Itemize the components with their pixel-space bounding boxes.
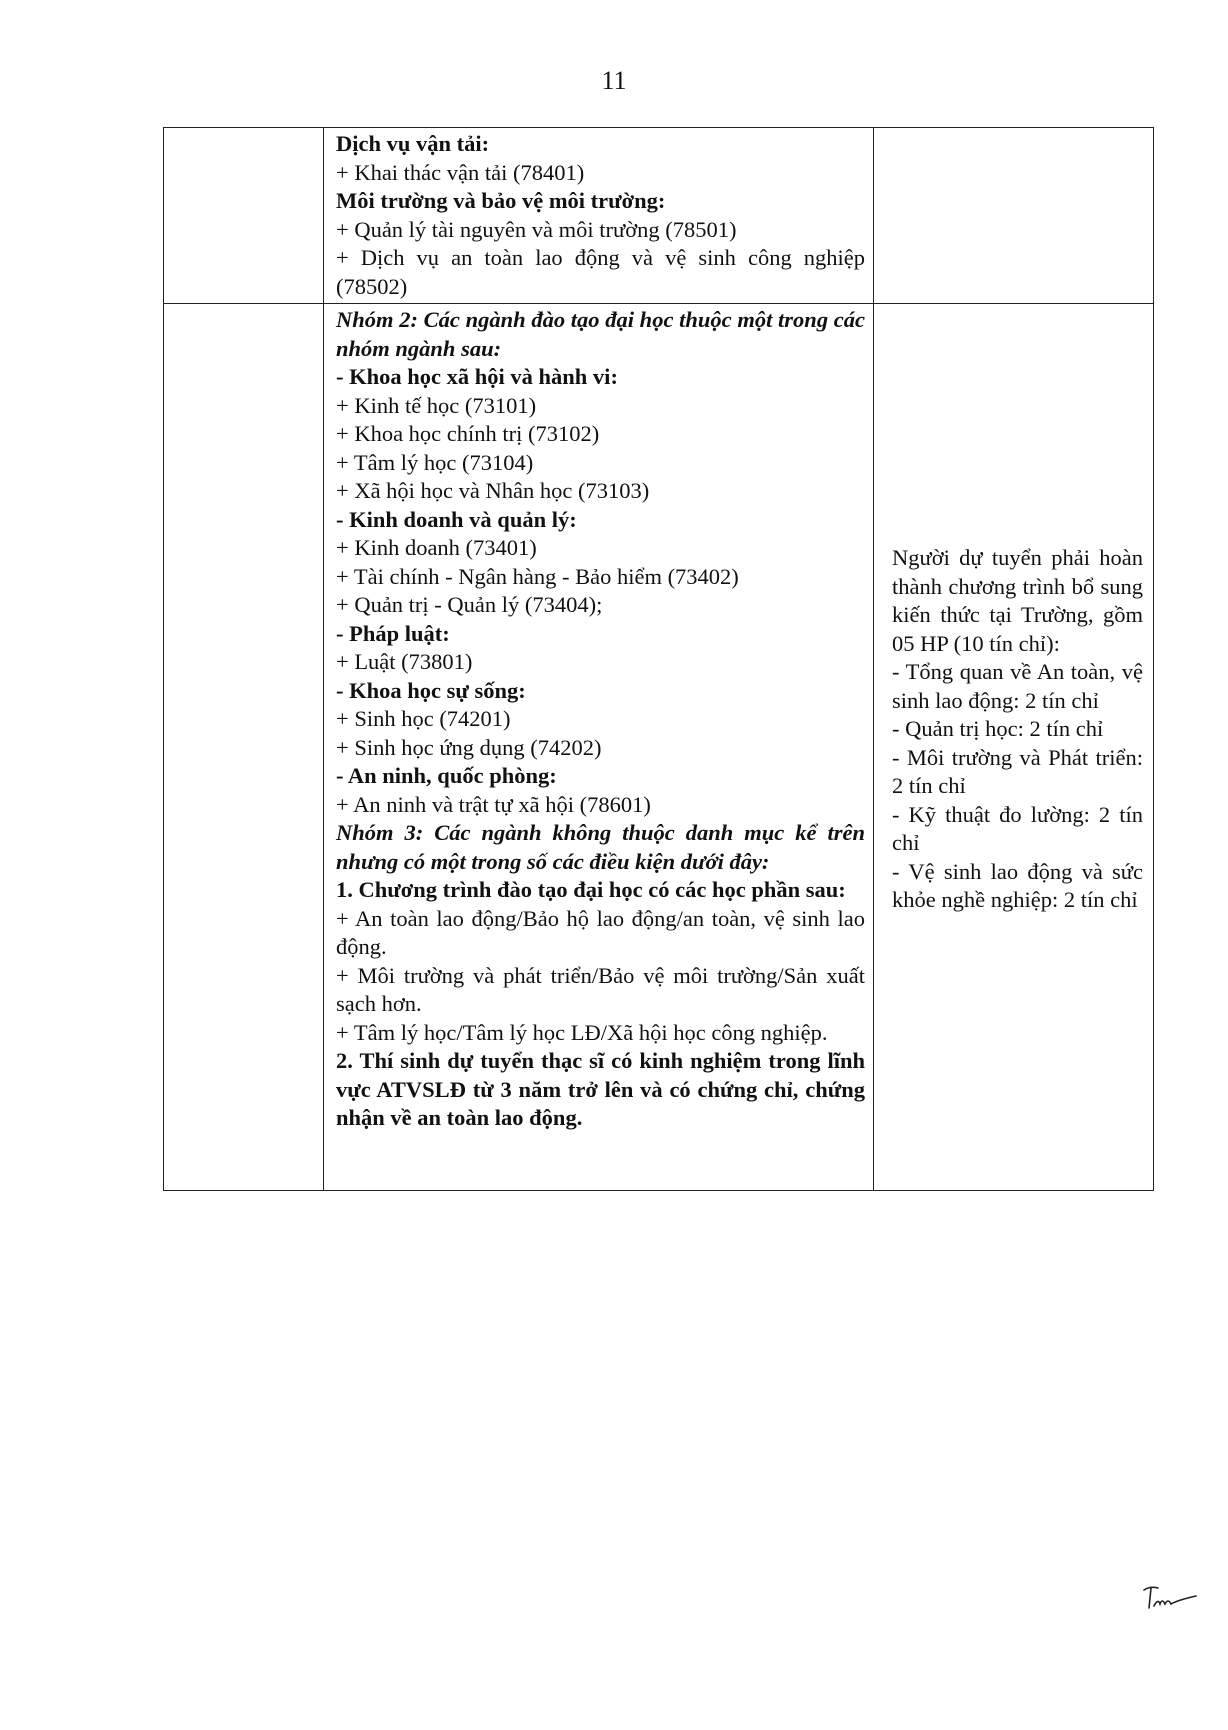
list-item: + Tài chính - Ngân hàng - Bảo hiểm (73402) xyxy=(336,563,739,589)
section-heading: Dịch vụ vận tải: xyxy=(336,131,490,156)
list-item: + Tâm lý học (73104) xyxy=(336,449,534,475)
category-heading: - Kinh doanh và quản lý: xyxy=(336,506,577,532)
list-item: + Khoa học chính trị (73102) xyxy=(336,421,600,446)
list-item: + An ninh và trật tự xã hội (78601) xyxy=(336,791,651,817)
table-cell-majors xyxy=(324,128,874,304)
list-item: + Dịch vụ an toàn lao động và vệ sinh công nghiệp (78502) xyxy=(336,245,865,299)
list-item: + Tâm lý học/Tâm lý học LĐ/Xã hội học công nghiệp. xyxy=(336,1019,828,1045)
list-item: - Vệ sinh lao động và sức khỏe nghề nghiệp: 2 tín chỉ xyxy=(892,858,1143,912)
table-row xyxy=(164,128,1154,304)
list-item: + Quản trị - Quản lý (73404); xyxy=(336,592,603,617)
table-cell-notes xyxy=(874,304,1154,1191)
list-item: + Khai thác vận tải (78401) xyxy=(336,159,585,185)
page-number: 11 xyxy=(601,66,627,95)
list-item: + An toàn lao động/Bảo hộ lao động/an toàn, vệ sinh lao động. xyxy=(336,905,865,959)
list-item: + Sinh học ứng dụng (74202) xyxy=(336,734,602,760)
list-item: + Kinh tế học (73101) xyxy=(336,392,537,418)
table-cell-empty xyxy=(164,128,324,304)
list-item: + Môi trường và phát triển/Bảo vệ môi trường/Sản xuất sạch hơn. xyxy=(336,962,865,1016)
list-item: - Tổng quan về An toàn, vệ sinh lao động: 2 tín chỉ xyxy=(892,659,1143,713)
list-item: + Quản lý tài nguyên và môi trường (78501) xyxy=(336,216,737,242)
list-item: + Kinh doanh (73401) xyxy=(336,535,537,560)
list-item: - Quản trị học: 2 tín chỉ xyxy=(892,716,1104,741)
category-heading: - An ninh, quốc phòng: xyxy=(336,763,557,788)
group2-heading: Nhóm 2: Các ngành đào tạo đại học thuộc một trong các nhóm ngành sau: xyxy=(336,307,865,361)
table-cell-empty xyxy=(874,128,1154,304)
category-heading: - Pháp luật: xyxy=(336,620,450,646)
section-heading: Môi trường và bảo vệ môi trường: xyxy=(336,188,666,213)
table-cell-empty xyxy=(164,304,324,1191)
list-item: + Xã hội học và Nhân học (73103) xyxy=(336,478,650,503)
table-cell-majors xyxy=(324,304,874,1191)
category-heading: - Khoa học sự sống: xyxy=(336,677,526,703)
list-item: + Sinh học (74201) xyxy=(336,706,511,731)
list-item: - Môi trường và Phát triển: 2 tín chỉ xyxy=(892,744,1143,798)
list-item: + Luật (73801) xyxy=(336,649,473,674)
category-heading: - Khoa học xã hội và hành vi: xyxy=(336,364,618,389)
table-row xyxy=(164,304,1154,1191)
condition-heading: 1. Chương trình đào tạo đại học có các học phần sau: xyxy=(336,877,846,902)
requirements-table xyxy=(163,127,1154,1191)
signature-initials xyxy=(1140,1578,1200,1618)
condition-heading: 2. Thí sinh dự tuyển thạc sĩ có kinh nghiệm trong lĩnh vực ATVSLĐ từ 3 năm trở lên và có chứng chỉ, chứng nhận về an toàn lao động. xyxy=(336,1048,865,1130)
list-item: - Kỹ thuật đo lường: 2 tín chỉ xyxy=(892,801,1143,855)
group3-heading: Nhóm 3: Các ngành không thuộc danh mục kể trên nhưng có một trong số các điều kiện dưới đây: xyxy=(336,820,865,874)
supplement-intro: Người dự tuyển phải hoàn thành chương trình bổ sung kiến thức tại Trường, gồm 05 HP (10 tín chỉ): xyxy=(892,545,1143,656)
